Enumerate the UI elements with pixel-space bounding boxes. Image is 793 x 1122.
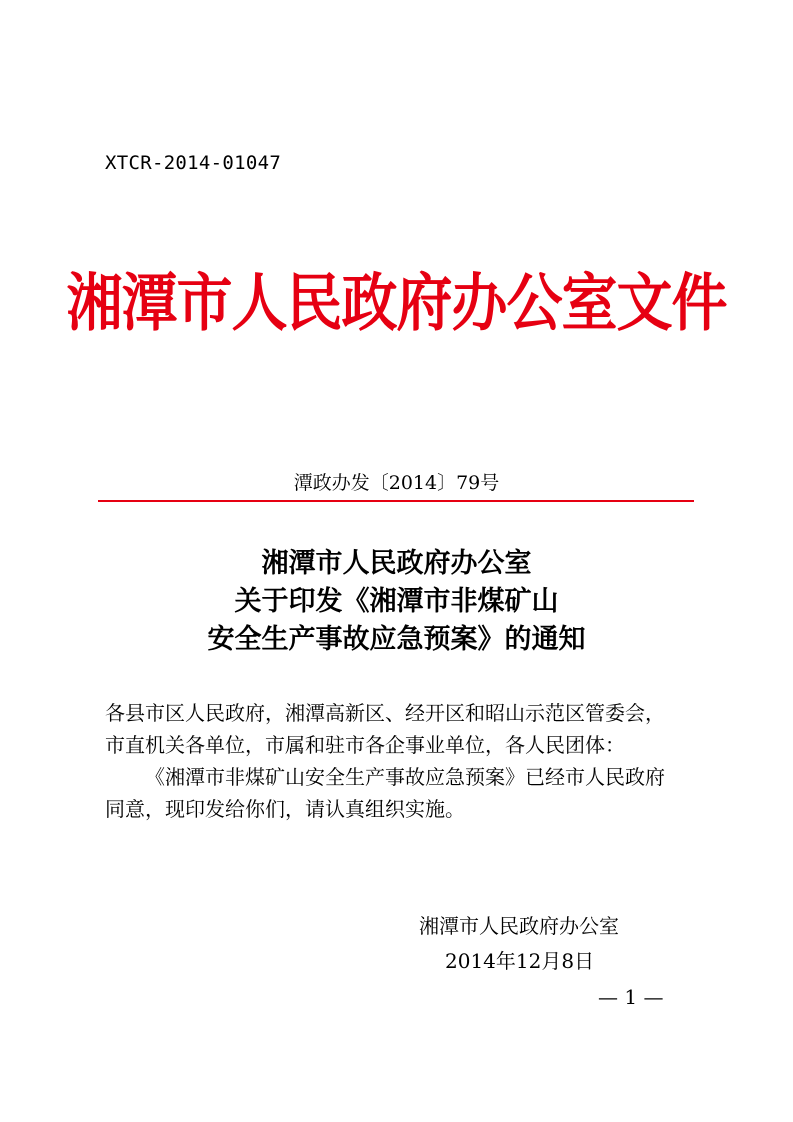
paragraph-line-1: 《湘潭市非煤矿山安全生产事故应急预案》已经市人民政府	[145, 765, 665, 789]
notice-title	[0, 545, 793, 659]
recipients-line-2: 市直机关各单位，市属和驻市各企事业单位，各人民团体：	[105, 733, 625, 757]
document-code: XTCR-2014-01047	[105, 152, 282, 174]
red-divider-line	[98, 500, 694, 502]
issue-date: 2014年12月8日	[445, 949, 595, 973]
title-line-2: 关于印发《湘潭市非煤矿山	[234, 586, 559, 617]
page-number: — 1 —	[598, 985, 664, 1009]
recipients-line-1: 各县市区人民政府，湘潭高新区、经开区和昭山示范区管委会，	[105, 701, 665, 725]
signature-issuer: 湘潭市人民政府办公室	[419, 914, 619, 938]
title-line-3: 安全生产事故应急预案》的通知	[207, 624, 586, 655]
title-line-1: 湘潭市人民政府办公室	[261, 548, 532, 579]
notice-body	[105, 697, 705, 825]
document-number: 潭政办发〔2014〕79号	[293, 472, 500, 494]
red-header-title: 湘潭市人民政府办公室文件	[66, 266, 727, 341]
paragraph-line-2: 同意，现印发给你们，请认真组织实施。	[105, 797, 465, 821]
